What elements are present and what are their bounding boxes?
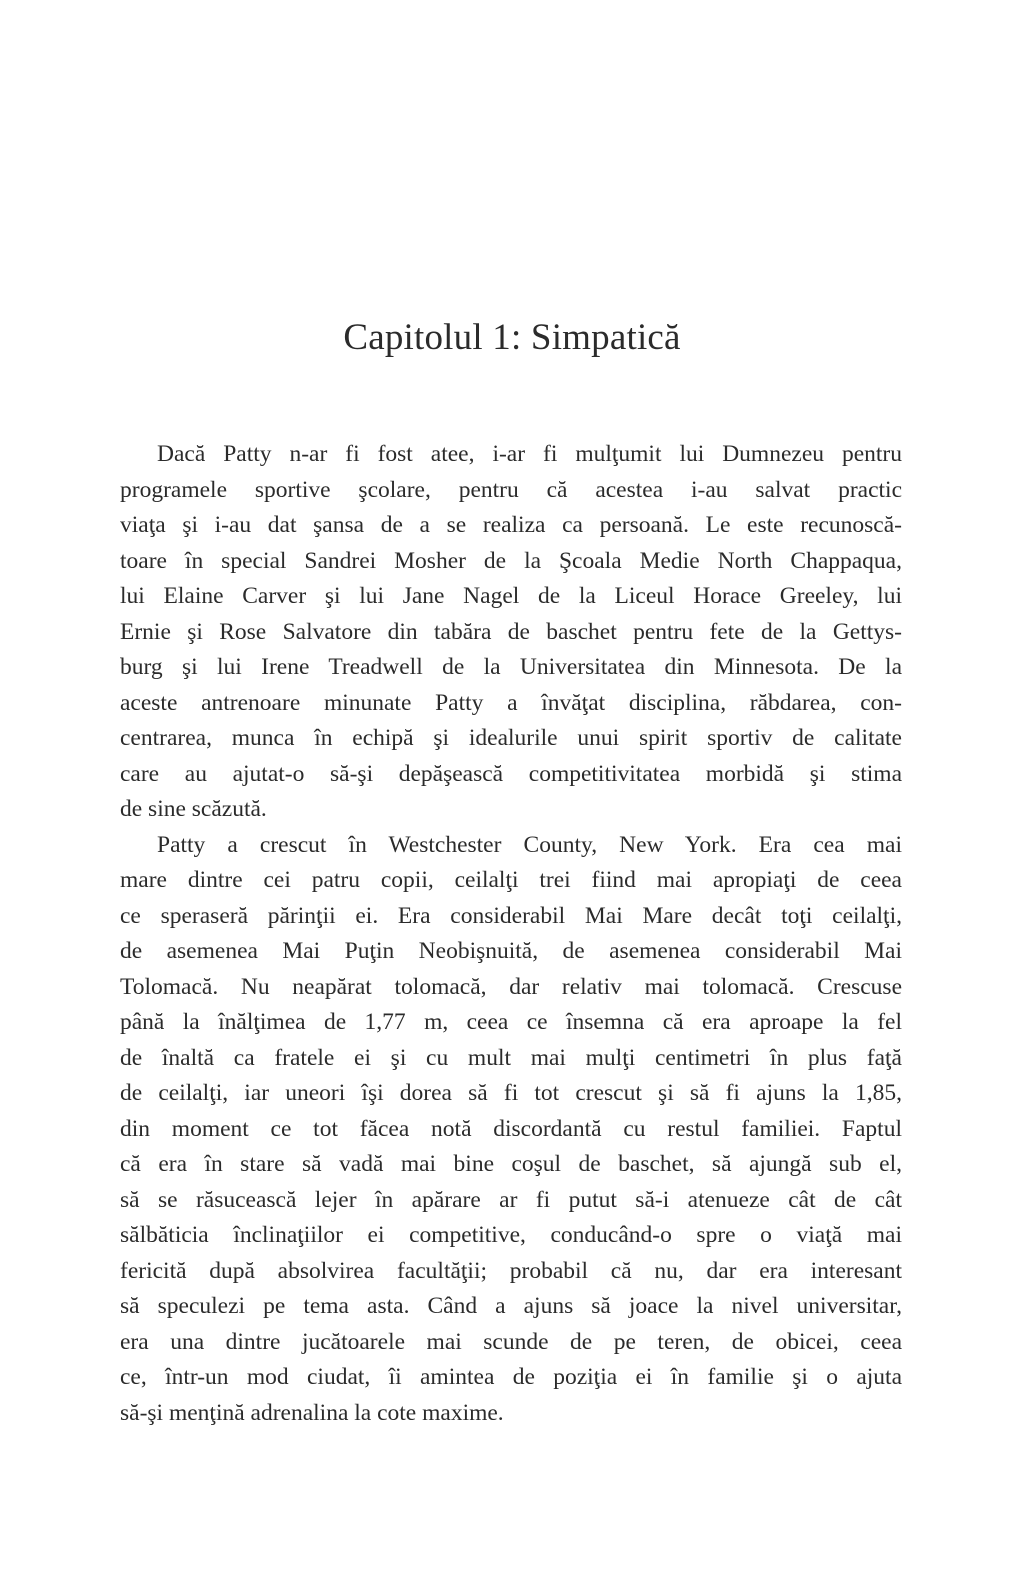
text-line: Patty a crescut în Westchester County, New York. Era cea mai bbox=[157, 831, 902, 858]
text-line: aceste antrenoare minunate Patty a învăţat disciplina, răbdarea, con- bbox=[120, 689, 902, 716]
text-line: sălbăticia înclinaţiilor ei competitive, conducând-o spre o viaţă mai bbox=[120, 1222, 902, 1248]
text-line: Ernie şi Rose Salvatore din tabăra de baschet pentru fete de la Gettys- bbox=[120, 618, 902, 645]
text-line: lui Elaine Carver şi lui Jane Nagel de la Liceul Horace Greeley, lui bbox=[120, 583, 902, 609]
text-line: de asemenea Mai Puţin Neobişnuită, de asemenea considerabil Mai bbox=[120, 938, 902, 964]
text-line: programele sportive şcolare, pentru că acestea i-au salvat practic bbox=[120, 476, 902, 503]
text-line: ce speraseră părinţii ei. Era considerabil Mai Mare decât toţi ceilalţi, bbox=[120, 902, 902, 929]
text-line: până la înălţimea de 1,77 m, ceea ce însemna că era aproape la fel bbox=[120, 1009, 902, 1035]
chapter-body bbox=[120, 437, 902, 1431]
text-line: burg şi lui Irene Treadwell de la Universitatea din Minnesota. De la bbox=[120, 654, 902, 680]
text-line: era una dintre jucătoarele mai scunde de pe teren, de obicei, ceea bbox=[120, 1328, 902, 1355]
text-line: din moment ce tot făcea notă discordantă cu restul familiei. Faptul bbox=[120, 1115, 902, 1142]
text-line: centrarea, munca în echipă şi idealurile unui spirit sportiv de calitate bbox=[120, 725, 902, 751]
text-line: ce, într-un mod ciudat, îi amintea de poziţia ei în familie şi o ajuta bbox=[120, 1364, 902, 1390]
text-line: de înaltă ca fratele ei şi cu mult mai mulţi centimetri în plus faţă bbox=[120, 1044, 902, 1071]
text-line: să speculezi pe tema asta. Când a ajuns să joace la nivel universitar, bbox=[120, 1293, 902, 1319]
text-line: de sine scăzută. bbox=[120, 796, 267, 822]
text-line: mare dintre cei patru copii, ceilalţi trei fiind mai apropiaţi de ceea bbox=[120, 867, 902, 893]
text-line: Dacă Patty n-ar fi fost atee, i-ar fi mulţumit lui Dumnezeu pentru bbox=[157, 441, 902, 467]
text-line: viaţa şi i-au dat şansa de a se realiza ca persoană. Le este recunoscă- bbox=[120, 512, 902, 538]
paragraph bbox=[120, 828, 902, 1432]
chapter-title: Capitolul 1: Simpatică bbox=[343, 317, 681, 358]
text-line: de ceilalţi, iar uneori îşi dorea să fi tot crescut şi să fi ajuns la 1,85, bbox=[120, 1080, 902, 1106]
paragraph bbox=[120, 437, 902, 828]
text-line: că era în stare să vadă mai bine coşul de baschet, să ajungă sub el, bbox=[120, 1151, 902, 1177]
text-line: fericită după absolvirea facultăţii; probabil că nu, dar era interesant bbox=[120, 1257, 902, 1284]
text-line: să se răsucească lejer în apărare ar fi putut să-i atenueze cât de cât bbox=[120, 1186, 902, 1213]
text-line: care au ajutat-o să-şi depăşească competitivitatea morbidă şi stima bbox=[120, 760, 902, 787]
text-line: toare în special Sandrei Mosher de la Şcoala Medie North Chappaqua, bbox=[120, 547, 902, 574]
text-line: Tolomacă. Nu neapărat tolomacă, dar relativ mai tolomacă. Crescuse bbox=[120, 973, 902, 1000]
text-line: să-şi menţină adrenalina la cote maxime. bbox=[120, 1399, 504, 1426]
